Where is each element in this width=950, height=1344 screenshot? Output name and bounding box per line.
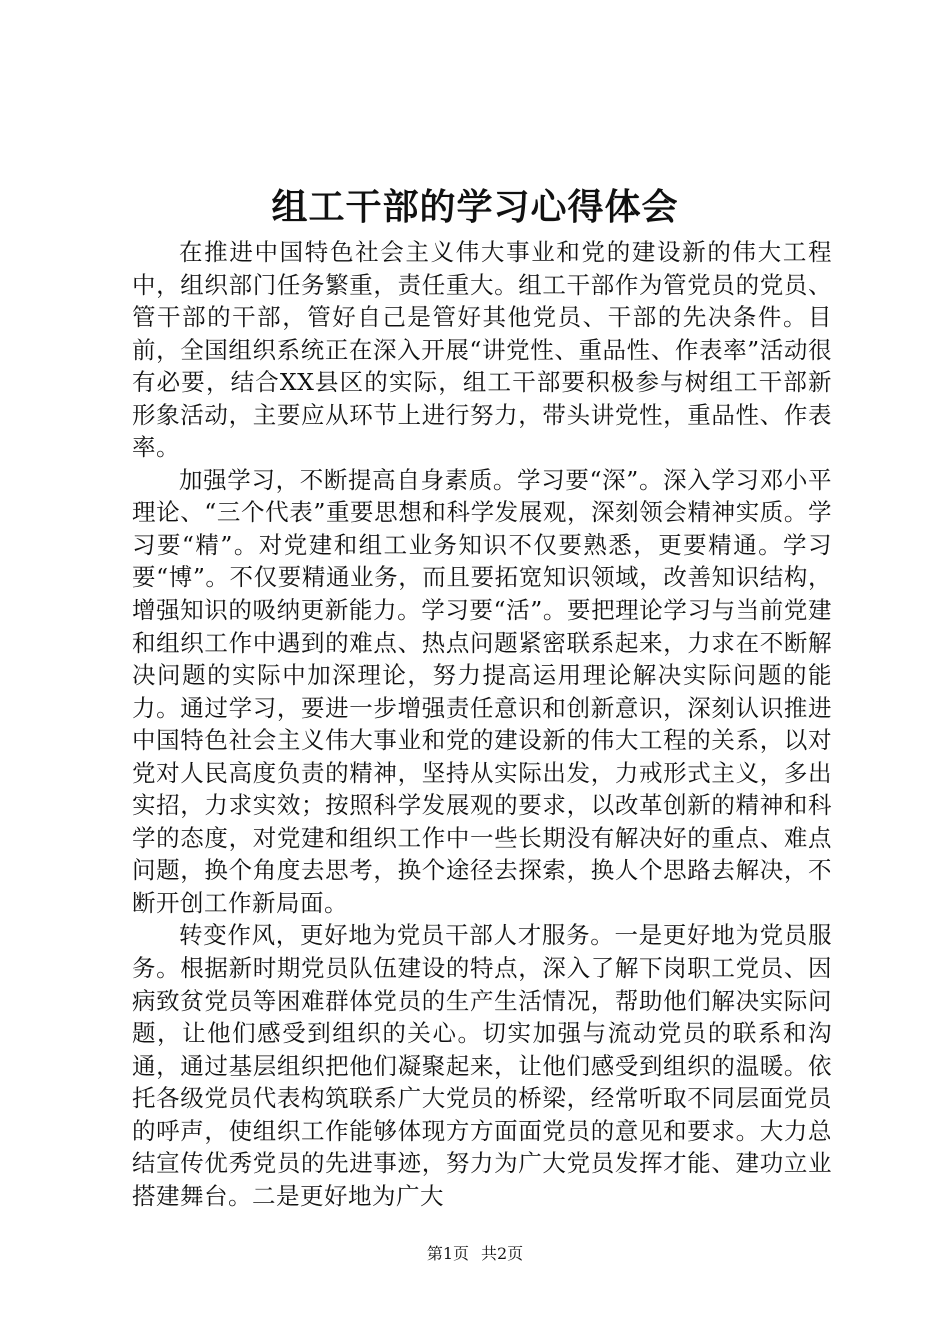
- document-title: 组工干部的学习心得体会: [271, 186, 679, 228]
- page-number: 第1页: [426, 1244, 469, 1263]
- page-footer: [0, 1242, 950, 1266]
- paragraph-3: 转变作风，更好地为党员干部人才服务。一是更好地为党员服务。根据新时期党员队伍建设的特点，深入了解下岗职工党员、因病致贫党员等困难群体党员的生产生活情况，帮助他们解决实际问题，让他们感受到组织的关心。切实加强与流动党员的联系和沟通，通过基层组织把他们凝聚起来，让他们感受到组织的温暖。依托各级党员代表构筑联系广大党员的桥梁，经常听取不同层面党员的呼声，使组织工作能够体现方方面面党员的意见和要求。大力总结宣传优秀党员的先进事迹，努力为广大党员发挥才能、建功立业搭建舞台。二是更好地为广大: [132, 921, 832, 1210]
- paragraph-2: 加强学习，不断提高自身素质。学习要“深”。深入学习邓小平理论、“三个代表”重要思想和科学发展观，深刻领会精神实质。学习要“精”。对党建和组工业务知识不仅要熟悉，更要精通。学习要“博”。不仅要精通业务，而且要拓宽知识领域，改善知识结构，增强知识的吸纳更新能力。学习要“活”。要把理论学习与当前党建和组织工作中遇到的难点、热点问题紧密联系起来，力求在不断解决问题的实际中加深理论，努力提高运用理论解决实际问题的能力。通过学习，要进一步增强责任意识和创新意识，深刻认识推进中国特色社会主义伟大事业和党的建设新的伟大工程的关系，以对党对人民高度负责的精神，坚持从实际出发，力戒形式主义，多出实招，力求实效；按照科学发展观的要求，以改革创新的精神和科学的态度，对党建和组织工作中一些长期没有解决好的重点、难点问题，换个角度去思考，换个途径去探索，换人个思路去解决，不断开创工作新局面。: [132, 465, 832, 917]
- paragraph-1: 在推进中国特色社会主义伟大事业和党的建设新的伟大工程中，组织部门任务繁重，责任重大。组工干部作为管党员的党员、管干部的干部，管好自己是管好其他党员、干部的先决条件。目前，全国组织系统正在深入开展“讲党性、重品性、作表率”活动很有必要，结合XX县区的实际，组工干部要积极参与树组工干部新形象活动，主要应从环节上进行努力，带头讲党性，重品性、作表率。: [132, 238, 832, 462]
- page-total: 共2页: [481, 1244, 524, 1263]
- document-body: [132, 236, 832, 1212]
